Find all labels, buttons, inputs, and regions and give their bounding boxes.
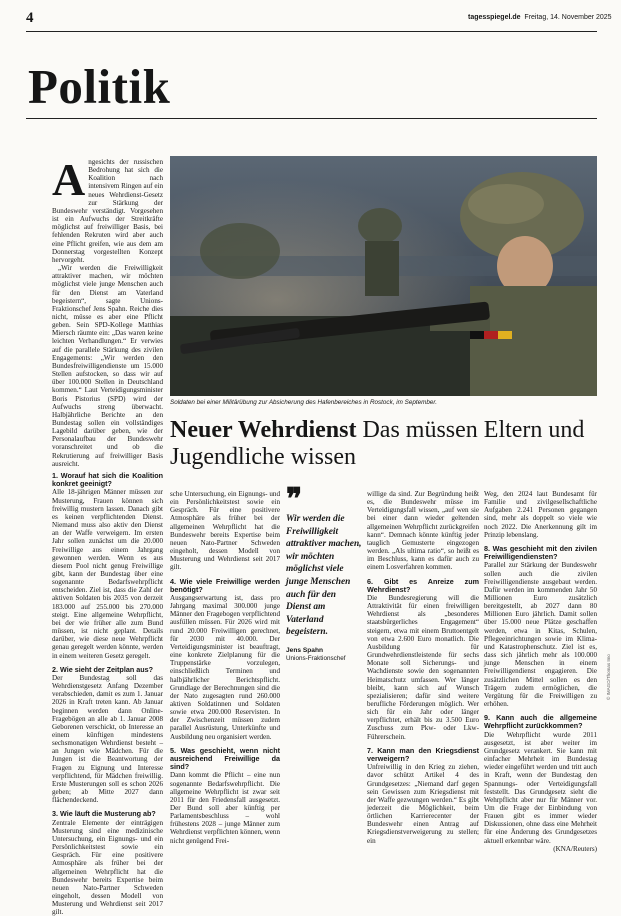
- article-headline: [170, 417, 600, 471]
- pull-quote-text: Wir werden die Freiwilligkeit attraktiver machen, wir möchten möglichst viele junge Menschen auch für den Dienst am Vaterland begeistern.: [286, 514, 362, 638]
- article-column-1: [52, 154, 163, 468]
- photo-credit: © IMAGO/Thomas Imo: [606, 654, 611, 700]
- answer-paragraph: Ausgangserwartung ist, dass pro Jahrgang maximal 300.000 junge Männer den Fragebogen verpflichtend ausfüllen müssen. Für 2026 wird mit rund 20.000 Freiwilligen gerechnet, für 2030 mit 40.000. Der Verteidigungsminister ist beauftragt, eine konkrete Zielplanung für die Truppenstärke vorzulegen, einschließlich Terminen und halbjährlicher Berichtspflicht. Grundlage der Berechnungen sind die der Nato zugesagten rund 260.000 aktiven Soldatinnen und Soldaten sowie etwa 200.000 Reservisten. In der Zwischenzeit müssen zudem parallel Ausrüstung, Unterkünfte und Ausbildung neu organisiert werden.: [170, 593, 280, 741]
- issue-date: Freitag, 14. November 2025: [524, 14, 612, 21]
- article-column-4: [484, 490, 597, 853]
- answer-paragraph: Parallel zur Stärkung der Bundeswehr sollen auch die zivilen Freiwilligendienste ausgebaut werden. Dafür werden im kommenden Jahr 50 Millionen Euro zusätzlich bereitgestellt, ab 2027 dann 80 Millionen Euro jährlich. Damit sollen über 15.000 neue Plätze geschaffen werden, etwa in Kitas, Schulen, Pflegeeinrichtungen sowie im Klima- und Katastrophenschutz. Ziel ist es, dass sich jährlich mehr als 100.000 junge Menschen in einem Freiwilligendienst engagieren. Die zusätzlichen Mittel sollen es den Trägern zudem ermöglichen, die Vergütung für die Freiwilligen zu erhöhen.: [484, 561, 597, 708]
- article-photo: [170, 156, 597, 396]
- body-paragraph: „Wir werden die Freiwilligkeit attraktiver machen, wir möchten möglichst viele junge Menschen auch für den Dienst am Vaterland begeistern“, sagte Unions-Fraktionschef Jens Spahn. Reiche dies nicht, müsse es aber eine Pflicht geben. Sein SPD-Kollege Matthias Miersch räumte ein: „Das waren keine leichten Verhandlungen.“ Er verwies auf die parallele Stärkung des zivilen Engagements: „Wir werden den Bundesfreiwilligendienste um 15.000 Stellen aufstocken, so dass wir auf über 100.000 Stellen in Deutschland kommen.“ Laut Verteidigungsminister Boris Pistorius (SPD) wird der Aufwuchs streng überwacht. Halbjährliche Berichte an den Bundestag sollen ein vollständiges Lagebild darüber geben, wie der Personalaufbau der Bundeswehr voranschreitet und ob die Rekrutierung auf freiwilliger Basis ausreicht.: [52, 264, 163, 468]
- question-heading: 1. Worauf hat sich die Koalition konkret geeinigt?: [52, 471, 163, 489]
- drop-cap: A: [52, 154, 86, 205]
- question-heading: 3. Wie läuft die Musterung ab?: [52, 809, 156, 819]
- photo-caption: Soldaten bei einer Militärübung zur Absicherung des Hafenbereiches in Rostock, im September.: [170, 399, 437, 406]
- answer-paragraph: Alle 18-jährigen Männer müssen zur Musterung, Frauen können sich freiwillig mustern lassen. Danach gibt es keinen verpflichtenden Dienst. Niemand muss also aktiv den Dienst an der Waffe verweigern. Im ersten Jahr sollen zunächst um die 20.000 Freiwillige aus einem Jahrgang gewonnen werden. Wenn es aus diesem Pool nicht genug Freiwillige gibt, kann der Bundestag über eine sogenannte Bedarfswehrpflicht entscheiden. Ziel ist, dass die Zahl der aktiven Soldaten bis 2035 von derzeit 183.000 auf 255.000 bis 270.000 steigt. Eine allgemeine Wehrpflicht, bei der wie früher alle zum Bund müssen, ist nicht geplant. Details darüber, wie diese neue Wehrpflicht genau geregelt werden könnte, werden in einem weiteren Gesetz geregelt.: [52, 488, 163, 660]
- soldiers-photo: [170, 156, 597, 396]
- answer-paragraph: Die Bundesregierung will die Attraktivität für einen freiwilligen Wehrdienst als „besonderes staatsbürgerliches Engagement“ steigern, etwa mit einem Bruttoentgelt von etwa 2.600 Euro monatlich. Die Ausbildung für Grundwehrdienstleistende für sechs Monate soll Sicherungs- und Wachdienste sowie den sogenannten Heimatschutz umfassen. Wer länger bleibt, kann sich auf Wunsch spezialisieren; dafür sind weitere berufliche Förderungen möglich. Wer sich für ein Jahr oder länger verpflichtet, erhält bis zu 3.500 Euro Zuschuss zum Pkw- oder Lkw-Führerschein.: [367, 593, 479, 741]
- headline-bold: Neuer Wehrdienst: [170, 417, 357, 443]
- answer-paragraph: Weg, den 2024 laut Bundesamt für Familie und zivilgesellschaftliche Aufgaben 2.241 Personen gegangen sind, mehr als doppelt so viele wie noch 2022. Die Anerkennung gilt im Prinzip lebenslang.: [484, 490, 597, 539]
- answer-paragraph: Unfreiwillig in den Krieg zu ziehen, davor schützt Artikel 4 des Grundgesetzes: „Niemand darf gegen sein Gewissen zum Kriegsdienst mit der Waffe gezwungen werden.“ Es gibt jederzeit die Möglichkeit, beim örtlichen Karrierecenter der Bundeswehr einen Antrag auf Kriegsdienstverweigerung zu stellen; ein: [367, 763, 479, 845]
- question-heading: 8. Was geschieht mit den zivilen Freiwilligendiensten?: [484, 543, 597, 562]
- answer-paragraph: Die Wehrpflicht wurde 2011 ausgesetzt, ist aber weiter im Grundgesetz verankert. Sie kann mit einfacher Mehrheit im Bundestag wieder eingeführt werden und tritt auch in Kraft, wenn der Bundestag den Spannungs- oder Verteidigungsfall feststellt. Das Grundgesetz sieht die Wehrpflicht aber nur für Männer vor. Um die Frage der Einbindung von Frauen gibt es immer wieder Diskussionen, ohne dass eine Mehrheit für eine Änderung des Grundgesetzes aktuell erkennbar wäre.: [484, 730, 597, 845]
- question-heading: 6. Gibt es Anreize zum Wehrdienst?: [367, 576, 479, 594]
- answer-paragraph: Dann kommt die Pflicht – eine nun sogenannte Bedarfswehrpflicht. Die allgemeine Wehrpflicht ist zwar seit 2011 für den Friedensfall ausgesetzt. Der Bund soll aber künftig per Parlamentsbeschluss – wohl frühestens 2028 – junge Männer zum Wehrdienst verpflichten können, wenn nicht genügend Frei-: [170, 771, 280, 845]
- pull-quote: [286, 483, 362, 662]
- pull-quote-author: Jens Spahn: [286, 646, 324, 654]
- section-title: Politik: [28, 59, 171, 114]
- question-heading: 7. Kann man den Kriegsdienst verweigern?: [367, 745, 479, 763]
- answer-paragraph: willige da sind. Zur Begründung heißt es, die Bundeswehr müsse im Verteidigungsfall wissen, „auf wen sie bei einer dann wieder geltenden allgemeinen Wehrpflicht zurückgreifen kann“. Demnach könnte künftig jeder tauglich Gemusterte eingezogen werden. „Als ultima ratio“, so heißt es im Beschluss, kann es dafür auch zu einem Losverfahren kommen.: [367, 490, 479, 572]
- headline-regular: Das müssen Eltern und Jugendliche wissen: [170, 417, 585, 470]
- answer-paragraph: Der Bundestag soll das Wehrdienstgesetz Anfang Dezember verabschieden, damit es zum 1. Januar 2026 in Kraft treten kann. Ab Januar beginnen werden dann Online-Fragebögen an alle ab 1. Januar 2008 Geborenen verschickt, ob Interesse an einem künftigen mindestens sechsmonatigen Wehrdienst besteht – an Jungen wie Mädchen. Für die Jungen ist die Beantwortung der Fragen zu Eignung und Interesse verpflichtend, für Mädchen freiwillig. Erste Musterungen soll es schon 2026 geben; ab Mitte 2027 dann flächendeckend.: [52, 673, 163, 805]
- question-heading: 2. Wie sieht der Zeitplan aus?: [52, 664, 153, 674]
- site-name: tagesspiegel.de: [468, 14, 521, 21]
- question-heading: 4. Wie viele Freiwillige werden benötigt?: [170, 576, 280, 594]
- section-rule: [26, 118, 597, 119]
- answer-paragraph: Zentrale Elemente der einträgigen Musterung sind eine medizinische Untersuchung, ein Eignungs- und ein Persönlichkeitstest sowie ein Gespräch. Für eine positivere Atmosphäre als früher bei der allgemeinen Wehrpflicht hat die Bundeswehr bereits Expertise beim neuen Nato-Partner Schweden eingeholt, dessen Modell von Musterung und Wehrdienst seit 2017 gilt.: [52, 818, 163, 916]
- header-rule: [26, 31, 597, 32]
- question-heading: 9. Kann auch die allgemeine Wehrpflicht zurückkommen?: [484, 713, 597, 731]
- page-number: 4: [26, 10, 34, 26]
- article-column-2: [170, 490, 280, 845]
- pull-quote-role: Unions-Fraktionschef: [286, 654, 346, 662]
- intro-paragraph: Angesichts der russischen Bedrohung hat sich die Koalition nach intensivem Ringen auf ein neues Wehrdienst-Gesetz zur Stärkung der Bundeswehr verständigt. Vorgesehen ist ein Aufwuchs der Streitkräfte möglichst auf freiwilliger Basis, bei fehlenden Rekruten wird aber auch eine Pflicht greifen, wie aus dem am Donnerstag vorgestellten Konzept hervorgeht.: [52, 154, 163, 264]
- article-source: (KNA/Reuters): [553, 844, 597, 853]
- quote-mark-icon: ❞: [286, 483, 303, 516]
- article-column-1b: [52, 466, 163, 916]
- question-heading: 5. Was geschieht, wenn nicht ausreichend Freiwillige da sind?: [170, 745, 280, 772]
- answer-paragraph: sche Untersuchung, ein Eignungs- und ein Persönlichkeitstest sowie ein Gespräch. Für eine positivere Atmosphäre als früher bei der allgemeinen Wehrpflicht hat die Bundeswehr bereits Expertise beim neuen Nato-Partner Schweden eingeholt, dessen Modell von Musterung und Wehrdienst seit 2017 gilt.: [170, 490, 280, 572]
- page-header: [468, 14, 612, 21]
- article-column-3: [367, 490, 479, 845]
